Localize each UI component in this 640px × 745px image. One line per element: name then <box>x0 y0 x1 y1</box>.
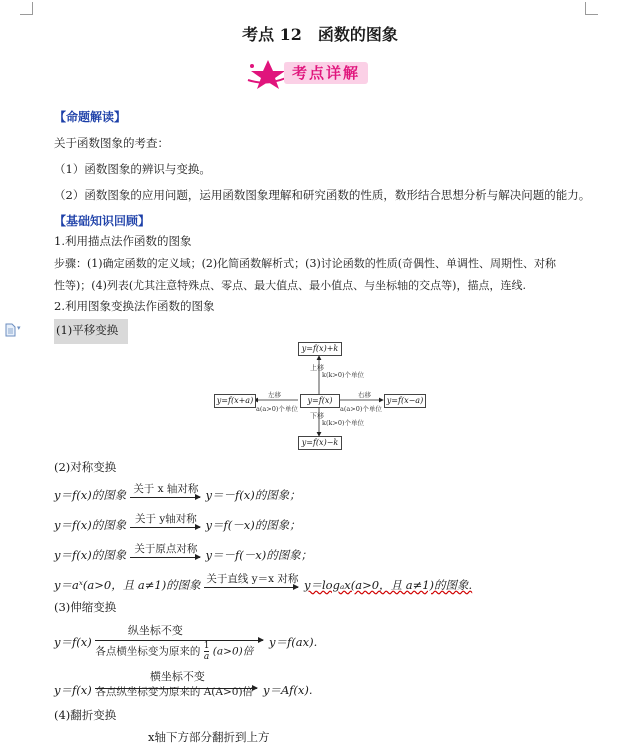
symmetry-row <box>54 573 473 593</box>
page-title: 考点 12 函数的图象 <box>242 25 398 44</box>
stretch-arrow-top: 横坐标不变 <box>149 670 205 683</box>
symmetry-arrow <box>130 543 202 559</box>
box-original: y=f(x) <box>300 394 340 408</box>
symmetry-lhs: y＝f(x)的图象 <box>54 548 127 562</box>
label-left: 左移 <box>268 391 281 399</box>
box-shift-down: y=f(x)−k <box>298 436 342 450</box>
symmetry-rhs: y＝logₐx(a>0，且 a≠1)的图象. <box>304 578 473 592</box>
document-icon[interactable] <box>4 323 18 337</box>
interpretation-intro: 关于函数图象的考查： <box>54 136 169 150</box>
stretch-arrow-top: 纵坐标不变 <box>127 624 183 637</box>
symmetry-arrow-label: 关于 y轴对称 <box>134 513 197 525</box>
review-heading: 【基础知识回顾】 <box>54 214 151 228</box>
symmetry-arrow <box>130 513 202 529</box>
label-down-sub: k(k>0)个单位 <box>322 419 365 427</box>
stretch-arrow <box>95 624 265 662</box>
section-badge <box>246 58 386 90</box>
review-1-steps-line-1: 步骤：(1)确定函数的定义域；(2)化简函数解析式；(3)讨论函数的性质(奇偶性、单调性、周期性、对称 <box>54 257 557 270</box>
box-shift-right: y=f(x−a) <box>384 394 426 408</box>
stretch-rhs: y＝f(ax). <box>269 635 318 649</box>
symmetry-lhs: y＝f(x)的图象 <box>54 488 127 502</box>
stretch-arrow-bottom: 各点纵坐标变为原来的 A(A>0)倍 <box>95 686 254 698</box>
stretch-row <box>54 624 318 662</box>
label-down: 下移 <box>310 412 324 420</box>
symmetry-lhs: y＝f(x)的图象 <box>54 518 127 532</box>
symmetry-lhs: y＝aˣ(a>0，且 a≠1)的图象 <box>54 578 201 592</box>
label-right-sub: a(a>0)个单位 <box>340 405 382 413</box>
interpretation-heading: 【命题解读】 <box>54 110 127 124</box>
symmetry-arrow <box>130 483 202 499</box>
crop-mark-left <box>20 2 33 15</box>
symmetry-arrow-label: 关于 x 轴对称 <box>133 483 199 495</box>
stretch-title: (3)伸缩变换 <box>54 600 117 614</box>
flip-arrow-top: x轴下方部分翻折到上方 <box>148 730 270 744</box>
label-right: 右移 <box>358 391 371 399</box>
box-shift-left: y=f(x+a) <box>214 394 256 408</box>
review-2-title: 2.利用图象变换法作函数的图象 <box>54 299 215 313</box>
flip-title: (4)翻折变换 <box>54 708 117 722</box>
symmetry-arrow <box>204 573 300 589</box>
symmetry-arrow-label: 关于直线 y＝x 对称 <box>206 573 299 585</box>
stretch-arrow-bottom: 各点横坐标变为原来的 $\frac{1}{a}$ (a>0)倍 <box>95 641 254 662</box>
symmetry-rhs: y＝－f(－x)的图象； <box>205 548 313 562</box>
symmetry-row <box>54 483 301 503</box>
symmetry-row <box>54 543 313 563</box>
stretch-lhs: y＝f(x) <box>54 683 92 697</box>
badge-text: 考点详解 <box>284 62 368 84</box>
label-left-sub: a(a>0)个单位 <box>256 405 298 413</box>
translation-title: (1)平移变换 <box>54 319 128 344</box>
crop-mark-right <box>585 2 598 15</box>
chevron-down-icon[interactable]: ▾ <box>17 324 21 332</box>
review-1-title: 1.利用描点法作函数的图象 <box>54 234 192 248</box>
label-up: 上移 <box>310 364 324 372</box>
symmetry-title: (2)对称变换 <box>54 460 117 474</box>
interpretation-item-2: （2）函数图象的应用问题，运用函数图象理解和研究函数的性质，数形结合思想分析与解决问题的能力。 <box>54 188 591 202</box>
label-up-sub: k(k>0)个单位 <box>322 371 365 379</box>
symmetry-arrow-label: 关于原点对称 <box>134 543 198 555</box>
stretch-arrow <box>95 670 259 698</box>
stretch-rhs: y＝Af(x). <box>263 683 313 697</box>
review-1-steps-line-2: 性等)；(4)列表(尤其注意特殊点、零点、最大值点、最小值点、与坐标轴的交点等)，描点，连线. <box>54 279 526 292</box>
stretch-lhs: y＝f(x) <box>54 635 92 649</box>
fraction: $\frac{1}{a}$ <box>203 641 210 662</box>
translation-diagram <box>210 338 428 450</box>
symmetry-rhs: y＝－f(x)的图象； <box>205 488 301 502</box>
symmetry-rhs: y＝f(－x)的图象； <box>205 518 301 532</box>
interpretation-item-1: （1）函数图象的辨识与变换。 <box>54 162 211 176</box>
stretch-row <box>54 670 313 698</box>
box-shift-up: y=f(x)+k <box>298 342 342 356</box>
symmetry-row <box>54 513 301 533</box>
